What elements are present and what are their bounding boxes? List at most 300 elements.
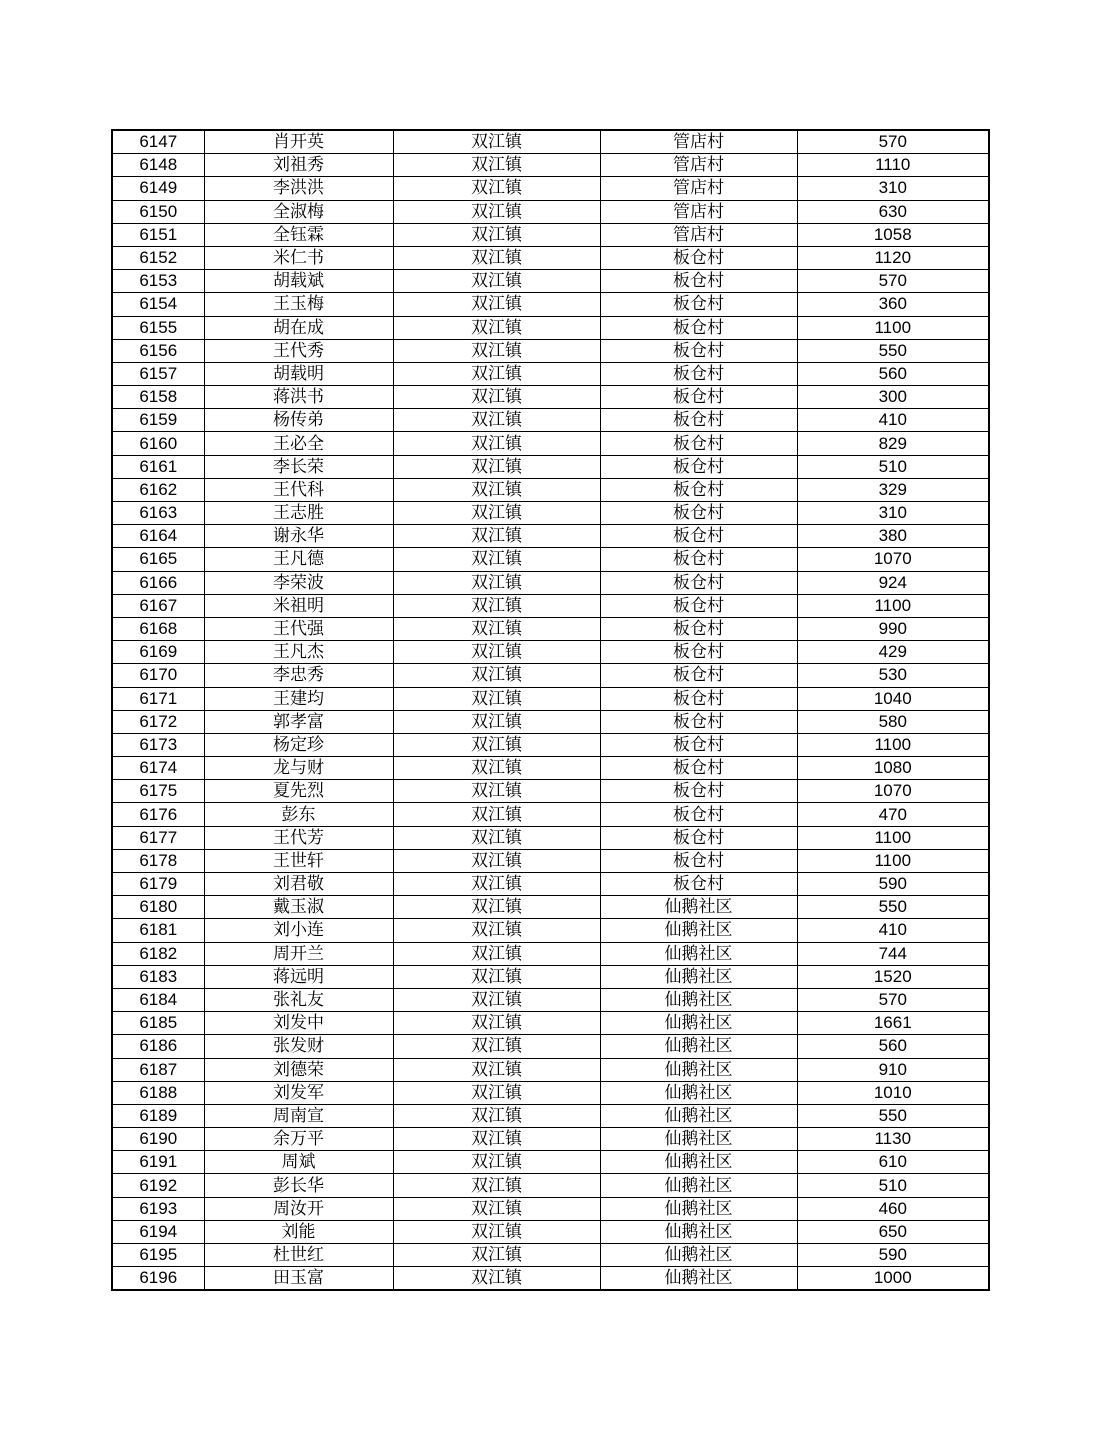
row-number-cell: 6179 (112, 873, 204, 896)
village-cell: 板仓村 (600, 525, 797, 548)
amount-cell: 470 (797, 803, 989, 826)
town-cell: 双江镇 (393, 641, 600, 664)
row-number-cell: 6194 (112, 1220, 204, 1243)
amount-cell: 1070 (797, 548, 989, 571)
name-cell: 龙与财 (204, 757, 393, 780)
town-cell: 双江镇 (393, 687, 600, 710)
amount-cell: 1070 (797, 780, 989, 803)
table-row (112, 617, 989, 640)
town-cell: 双江镇 (393, 826, 600, 849)
table-row (112, 246, 989, 269)
town-cell: 双江镇 (393, 803, 600, 826)
name-cell: 王志胜 (204, 502, 393, 525)
village-cell: 板仓村 (600, 316, 797, 339)
town-cell: 双江镇 (393, 548, 600, 571)
row-number-cell: 6196 (112, 1267, 204, 1291)
amount-cell: 990 (797, 617, 989, 640)
amount-cell: 1040 (797, 687, 989, 710)
village-cell: 板仓村 (600, 362, 797, 385)
village-cell: 板仓村 (600, 386, 797, 409)
town-cell: 双江镇 (393, 1012, 600, 1035)
row-number-cell: 6166 (112, 571, 204, 594)
row-number-cell: 6160 (112, 432, 204, 455)
village-cell: 板仓村 (600, 339, 797, 362)
table-row (112, 687, 989, 710)
village-cell: 仙鹅社区 (600, 942, 797, 965)
village-cell: 板仓村 (600, 270, 797, 293)
town-cell: 双江镇 (393, 130, 600, 154)
table-row (112, 919, 989, 942)
amount-cell: 1080 (797, 757, 989, 780)
row-number-cell: 6159 (112, 409, 204, 432)
row-number-cell: 6174 (112, 757, 204, 780)
name-cell: 全淑梅 (204, 200, 393, 223)
table-row (112, 223, 989, 246)
amount-cell: 1130 (797, 1128, 989, 1151)
amount-cell: 1110 (797, 154, 989, 177)
row-number-cell: 6175 (112, 780, 204, 803)
village-cell: 仙鹅社区 (600, 1220, 797, 1243)
village-cell: 仙鹅社区 (600, 1035, 797, 1058)
table-row (112, 525, 989, 548)
table-row (112, 965, 989, 988)
town-cell: 双江镇 (393, 362, 600, 385)
table-row (112, 432, 989, 455)
village-cell: 板仓村 (600, 710, 797, 733)
name-cell: 王必全 (204, 432, 393, 455)
name-cell: 田玉富 (204, 1267, 393, 1291)
town-cell: 双江镇 (393, 1220, 600, 1243)
name-cell: 彭长华 (204, 1174, 393, 1197)
row-number-cell: 6188 (112, 1081, 204, 1104)
town-cell: 双江镇 (393, 246, 600, 269)
town-cell: 双江镇 (393, 270, 600, 293)
name-cell: 戴玉淑 (204, 896, 393, 919)
town-cell: 双江镇 (393, 1267, 600, 1291)
name-cell: 米仁书 (204, 246, 393, 269)
town-cell: 双江镇 (393, 223, 600, 246)
name-cell: 张礼友 (204, 988, 393, 1011)
row-number-cell: 6150 (112, 200, 204, 223)
row-number-cell: 6171 (112, 687, 204, 710)
table-row (112, 641, 989, 664)
name-cell: 郭孝富 (204, 710, 393, 733)
village-cell: 板仓村 (600, 687, 797, 710)
name-cell: 胡在成 (204, 316, 393, 339)
name-cell: 王代秀 (204, 339, 393, 362)
table-row (112, 942, 989, 965)
village-cell: 板仓村 (600, 432, 797, 455)
village-cell: 仙鹅社区 (600, 1081, 797, 1104)
table-row (112, 733, 989, 756)
village-cell: 管店村 (600, 200, 797, 223)
town-cell: 双江镇 (393, 1244, 600, 1267)
amount-cell: 590 (797, 873, 989, 896)
town-cell: 双江镇 (393, 1174, 600, 1197)
town-cell: 双江镇 (393, 432, 600, 455)
table-row (112, 873, 989, 896)
village-cell: 板仓村 (600, 641, 797, 664)
table-row (112, 316, 989, 339)
table-row (112, 1197, 989, 1220)
town-cell: 双江镇 (393, 664, 600, 687)
amount-cell: 360 (797, 293, 989, 316)
row-number-cell: 6162 (112, 478, 204, 501)
row-number-cell: 6151 (112, 223, 204, 246)
town-cell: 双江镇 (393, 849, 600, 872)
table-row (112, 200, 989, 223)
row-number-cell: 6186 (112, 1035, 204, 1058)
village-cell: 板仓村 (600, 548, 797, 571)
village-cell: 仙鹅社区 (600, 1151, 797, 1174)
table-row (112, 594, 989, 617)
amount-cell: 610 (797, 1151, 989, 1174)
name-cell: 王玉梅 (204, 293, 393, 316)
table-row (112, 1267, 989, 1291)
name-cell: 刘德荣 (204, 1058, 393, 1081)
row-number-cell: 6156 (112, 339, 204, 362)
row-number-cell: 6161 (112, 455, 204, 478)
table-row (112, 502, 989, 525)
amount-cell: 570 (797, 130, 989, 154)
amount-cell: 560 (797, 1035, 989, 1058)
row-number-cell: 6195 (112, 1244, 204, 1267)
row-number-cell: 6172 (112, 710, 204, 733)
table-row (112, 896, 989, 919)
amount-cell: 1520 (797, 965, 989, 988)
row-number-cell: 6192 (112, 1174, 204, 1197)
row-number-cell: 6155 (112, 316, 204, 339)
village-cell: 板仓村 (600, 617, 797, 640)
table-row (112, 664, 989, 687)
town-cell: 双江镇 (393, 409, 600, 432)
name-cell: 王建均 (204, 687, 393, 710)
town-cell: 双江镇 (393, 1058, 600, 1081)
row-number-cell: 6191 (112, 1151, 204, 1174)
name-cell: 王世轩 (204, 849, 393, 872)
name-cell: 蒋远明 (204, 965, 393, 988)
row-number-cell: 6177 (112, 826, 204, 849)
amount-cell: 829 (797, 432, 989, 455)
amount-cell: 1010 (797, 1081, 989, 1104)
row-number-cell: 6164 (112, 525, 204, 548)
town-cell: 双江镇 (393, 154, 600, 177)
row-number-cell: 6189 (112, 1104, 204, 1127)
town-cell: 双江镇 (393, 757, 600, 780)
village-cell: 板仓村 (600, 873, 797, 896)
table-row (112, 710, 989, 733)
town-cell: 双江镇 (393, 594, 600, 617)
name-cell: 周汝开 (204, 1197, 393, 1220)
table-row (112, 386, 989, 409)
table-row (112, 849, 989, 872)
name-cell: 米祖明 (204, 594, 393, 617)
amount-cell: 310 (797, 502, 989, 525)
table-row (112, 1174, 989, 1197)
row-number-cell: 6149 (112, 177, 204, 200)
row-number-cell: 6148 (112, 154, 204, 177)
table-row (112, 154, 989, 177)
town-cell: 双江镇 (393, 1128, 600, 1151)
table-row (112, 293, 989, 316)
name-cell: 蒋洪书 (204, 386, 393, 409)
village-cell: 板仓村 (600, 733, 797, 756)
row-number-cell: 6176 (112, 803, 204, 826)
name-cell: 全钰霖 (204, 223, 393, 246)
table-row (112, 1128, 989, 1151)
town-cell: 双江镇 (393, 780, 600, 803)
name-cell: 李长荣 (204, 455, 393, 478)
town-cell: 双江镇 (393, 571, 600, 594)
name-cell: 余万平 (204, 1128, 393, 1151)
amount-cell: 1661 (797, 1012, 989, 1035)
row-number-cell: 6193 (112, 1197, 204, 1220)
name-cell: 张发财 (204, 1035, 393, 1058)
amount-cell: 744 (797, 942, 989, 965)
name-cell: 胡载斌 (204, 270, 393, 293)
name-cell: 刘发中 (204, 1012, 393, 1035)
table-row (112, 988, 989, 1011)
town-cell: 双江镇 (393, 617, 600, 640)
table-row (112, 339, 989, 362)
row-number-cell: 6185 (112, 1012, 204, 1035)
amount-cell: 550 (797, 896, 989, 919)
row-number-cell: 6182 (112, 942, 204, 965)
amount-cell: 924 (797, 571, 989, 594)
row-number-cell: 6168 (112, 617, 204, 640)
name-cell: 王代芳 (204, 826, 393, 849)
town-cell: 双江镇 (393, 733, 600, 756)
table-row (112, 803, 989, 826)
town-cell: 双江镇 (393, 965, 600, 988)
amount-cell: 300 (797, 386, 989, 409)
amount-cell: 1120 (797, 246, 989, 269)
amount-cell: 380 (797, 525, 989, 548)
amount-cell: 1000 (797, 1267, 989, 1291)
amount-cell: 1100 (797, 849, 989, 872)
name-cell: 谢永华 (204, 525, 393, 548)
name-cell: 李洪洪 (204, 177, 393, 200)
village-cell: 仙鹅社区 (600, 896, 797, 919)
table-row (112, 1151, 989, 1174)
amount-cell: 910 (797, 1058, 989, 1081)
amount-cell: 410 (797, 919, 989, 942)
table-row (112, 409, 989, 432)
table-row (112, 270, 989, 293)
amount-cell: 580 (797, 710, 989, 733)
table-row (112, 455, 989, 478)
amount-cell: 560 (797, 362, 989, 385)
village-cell: 仙鹅社区 (600, 965, 797, 988)
row-number-cell: 6183 (112, 965, 204, 988)
name-cell: 刘祖秀 (204, 154, 393, 177)
amount-cell: 310 (797, 177, 989, 200)
row-number-cell: 6153 (112, 270, 204, 293)
village-cell: 管店村 (600, 223, 797, 246)
village-cell: 板仓村 (600, 502, 797, 525)
village-cell: 板仓村 (600, 664, 797, 687)
name-cell: 王凡杰 (204, 641, 393, 664)
table-row (112, 1104, 989, 1127)
table-row (112, 130, 989, 154)
amount-cell: 630 (797, 200, 989, 223)
row-number-cell: 6152 (112, 246, 204, 269)
table-row (112, 780, 989, 803)
amount-cell: 510 (797, 455, 989, 478)
data-table (111, 129, 990, 1291)
table-row (112, 1081, 989, 1104)
amount-cell: 1100 (797, 733, 989, 756)
name-cell: 刘能 (204, 1220, 393, 1243)
name-cell: 王代强 (204, 617, 393, 640)
amount-cell: 650 (797, 1220, 989, 1243)
name-cell: 彭东 (204, 803, 393, 826)
name-cell: 周开兰 (204, 942, 393, 965)
table-row (112, 478, 989, 501)
row-number-cell: 6167 (112, 594, 204, 617)
table-row (112, 1035, 989, 1058)
table-row (112, 1244, 989, 1267)
town-cell: 双江镇 (393, 1104, 600, 1127)
row-number-cell: 6181 (112, 919, 204, 942)
village-cell: 仙鹅社区 (600, 1197, 797, 1220)
town-cell: 双江镇 (393, 1197, 600, 1220)
village-cell: 板仓村 (600, 478, 797, 501)
village-cell: 管店村 (600, 154, 797, 177)
row-number-cell: 6187 (112, 1058, 204, 1081)
village-cell: 管店村 (600, 177, 797, 200)
town-cell: 双江镇 (393, 339, 600, 362)
row-number-cell: 6158 (112, 386, 204, 409)
amount-cell: 550 (797, 1104, 989, 1127)
town-cell: 双江镇 (393, 919, 600, 942)
town-cell: 双江镇 (393, 873, 600, 896)
name-cell: 肖开英 (204, 130, 393, 154)
row-number-cell: 6184 (112, 988, 204, 1011)
village-cell: 管店村 (600, 130, 797, 154)
row-number-cell: 6169 (112, 641, 204, 664)
name-cell: 刘发军 (204, 1081, 393, 1104)
row-number-cell: 6180 (112, 896, 204, 919)
name-cell: 刘君敬 (204, 873, 393, 896)
village-cell: 板仓村 (600, 594, 797, 617)
row-number-cell: 6154 (112, 293, 204, 316)
name-cell: 杜世红 (204, 1244, 393, 1267)
town-cell: 双江镇 (393, 710, 600, 733)
village-cell: 仙鹅社区 (600, 1267, 797, 1291)
table-row (112, 1220, 989, 1243)
village-cell: 仙鹅社区 (600, 1244, 797, 1267)
village-cell: 板仓村 (600, 780, 797, 803)
row-number-cell: 6178 (112, 849, 204, 872)
village-cell: 仙鹅社区 (600, 1128, 797, 1151)
table-row (112, 362, 989, 385)
table-row (112, 177, 989, 200)
town-cell: 双江镇 (393, 942, 600, 965)
name-cell: 夏先烈 (204, 780, 393, 803)
amount-cell: 550 (797, 339, 989, 362)
town-cell: 双江镇 (393, 502, 600, 525)
row-number-cell: 6190 (112, 1128, 204, 1151)
town-cell: 双江镇 (393, 1081, 600, 1104)
town-cell: 双江镇 (393, 316, 600, 339)
town-cell: 双江镇 (393, 478, 600, 501)
amount-cell: 329 (797, 478, 989, 501)
amount-cell: 590 (797, 1244, 989, 1267)
table-row (112, 757, 989, 780)
village-cell: 板仓村 (600, 246, 797, 269)
village-cell: 板仓村 (600, 455, 797, 478)
name-cell: 胡载明 (204, 362, 393, 385)
name-cell: 杨定珍 (204, 733, 393, 756)
town-cell: 双江镇 (393, 1035, 600, 1058)
amount-cell: 1100 (797, 826, 989, 849)
village-cell: 板仓村 (600, 293, 797, 316)
village-cell: 仙鹅社区 (600, 1058, 797, 1081)
town-cell: 双江镇 (393, 1151, 600, 1174)
town-cell: 双江镇 (393, 177, 600, 200)
table-body (112, 130, 989, 1290)
amount-cell: 410 (797, 409, 989, 432)
name-cell: 王凡德 (204, 548, 393, 571)
town-cell: 双江镇 (393, 293, 600, 316)
village-cell: 板仓村 (600, 409, 797, 432)
table-row (112, 1012, 989, 1035)
town-cell: 双江镇 (393, 988, 600, 1011)
town-cell: 双江镇 (393, 386, 600, 409)
amount-cell: 1058 (797, 223, 989, 246)
row-number-cell: 6157 (112, 362, 204, 385)
name-cell: 周南宣 (204, 1104, 393, 1127)
town-cell: 双江镇 (393, 200, 600, 223)
amount-cell: 460 (797, 1197, 989, 1220)
row-number-cell: 6147 (112, 130, 204, 154)
name-cell: 刘小连 (204, 919, 393, 942)
amount-cell: 510 (797, 1174, 989, 1197)
name-cell: 王代科 (204, 478, 393, 501)
village-cell: 仙鹅社区 (600, 988, 797, 1011)
village-cell: 板仓村 (600, 803, 797, 826)
village-cell: 仙鹅社区 (600, 1104, 797, 1127)
row-number-cell: 6165 (112, 548, 204, 571)
table-row (112, 826, 989, 849)
name-cell: 李忠秀 (204, 664, 393, 687)
name-cell: 杨传弟 (204, 409, 393, 432)
amount-cell: 429 (797, 641, 989, 664)
town-cell: 双江镇 (393, 455, 600, 478)
table-row (112, 548, 989, 571)
amount-cell: 530 (797, 664, 989, 687)
town-cell: 双江镇 (393, 525, 600, 548)
row-number-cell: 6163 (112, 502, 204, 525)
amount-cell: 570 (797, 270, 989, 293)
row-number-cell: 6170 (112, 664, 204, 687)
town-cell: 双江镇 (393, 896, 600, 919)
table-row (112, 571, 989, 594)
row-number-cell: 6173 (112, 733, 204, 756)
village-cell: 仙鹅社区 (600, 1174, 797, 1197)
name-cell: 周斌 (204, 1151, 393, 1174)
amount-cell: 1100 (797, 316, 989, 339)
table-row (112, 1058, 989, 1081)
village-cell: 板仓村 (600, 571, 797, 594)
amount-cell: 570 (797, 988, 989, 1011)
name-cell: 李荣波 (204, 571, 393, 594)
village-cell: 仙鹅社区 (600, 1012, 797, 1035)
amount-cell: 1100 (797, 594, 989, 617)
village-cell: 板仓村 (600, 757, 797, 780)
village-cell: 板仓村 (600, 826, 797, 849)
